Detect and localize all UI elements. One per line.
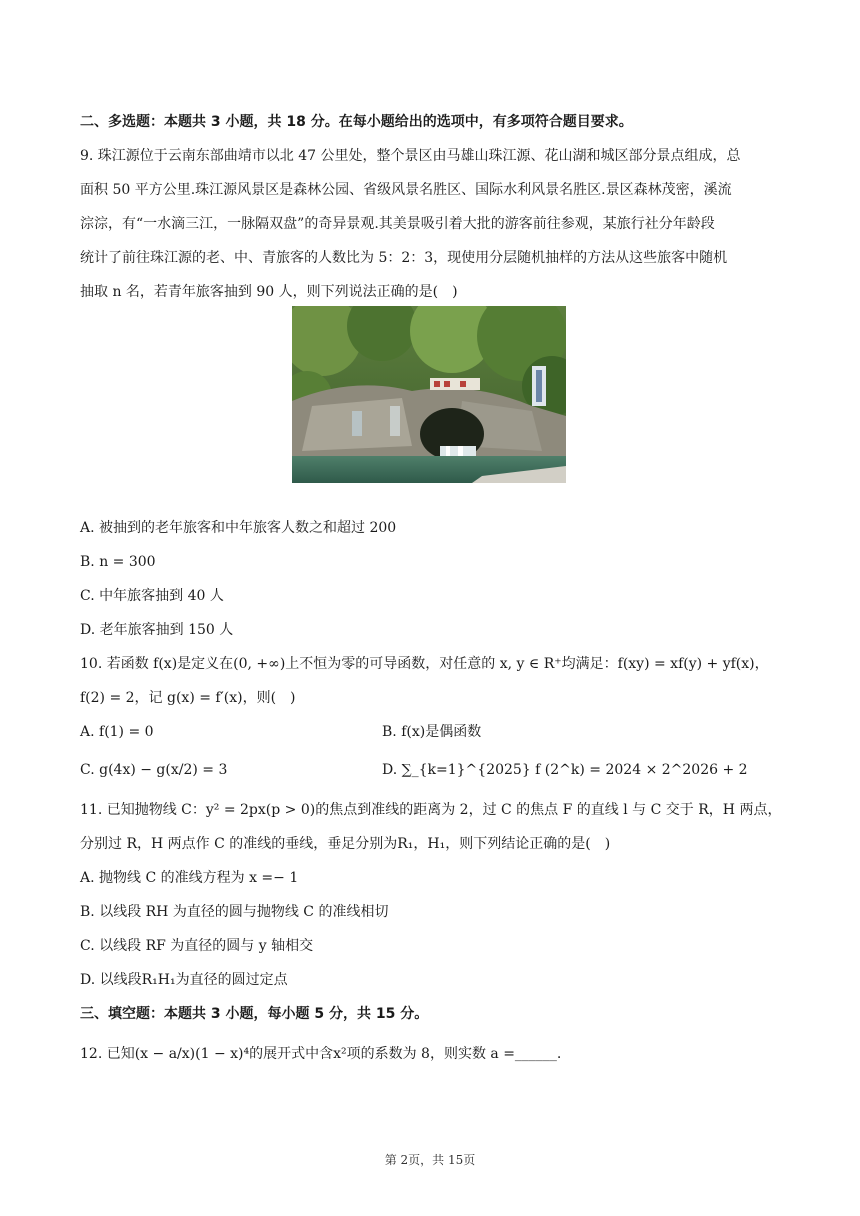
- q11-option-d: D. 以线段R₁H₁为直径的圆过定点: [80, 972, 288, 988]
- q11-option-b: B. 以线段 RH 为直径的圆与抛物线 C 的准线相切: [80, 904, 389, 920]
- q9-line-2: 面积 50 平方公里.珠江源风景区是森林公园、省级风景名胜区、国际水利风景名胜区.景区森林茂密，溪流: [80, 182, 732, 198]
- q12-text: 12. 已知(x − a/x)(1 − x)⁴的展开式中含x²项的系数为 8，则实数 a =______.: [80, 1046, 562, 1062]
- q9-option-c: C. 中年旅客抽到 40 人: [80, 588, 224, 604]
- q10-option-c: C. g(4x) − g(x/2) = 3: [80, 762, 228, 778]
- q10-option-d: D. ∑_{k=1}^{2025} f (2^k) = 2024 × 2^2026 + 2: [382, 762, 748, 778]
- waterfall-cave-photo: [292, 306, 566, 483]
- q11-line-1: 11. 已知抛物线 C：y² = 2px(p > 0)的焦点到准线的距离为 2，过 C 的焦点 F 的直线 l 与 C 交于 R，H 两点，: [80, 802, 782, 818]
- q11-option-a: A. 抛物线 C 的准线方程为 x =− 1: [80, 870, 299, 886]
- q10-line-1: 10. 若函数 f(x)是定义在(0, +∞)上不恒为零的可导函数，对任意的 x, y ∈ R⁺均满足：f(xy) = xf(y) + yf(x)，: [80, 656, 769, 672]
- q10-option-a: A. f(1) = 0: [80, 724, 154, 740]
- q9-line-1: 9. 珠江源位于云南东部曲靖市以北 47 公里处，整个景区由马雄山珠江源、花山湖和城区部分景点组成，总: [80, 148, 741, 164]
- q9-line-3: 淙淙，有“一水滴三江，一脉隔双盘”的奇异景观.其美景吸引着大批的游客前往参观，某旅行社分年龄段: [80, 216, 715, 232]
- section2-heading: 二、多选题：本题共 3 小题，共 18 分。在每小题给出的选项中，有多项符合题目要求。: [80, 114, 633, 130]
- q9-line-5: 抽取 n 名，若青年旅客抽到 90 人，则下列说法正确的是( ): [80, 284, 458, 300]
- q9-line-4: 统计了前往珠江源的老、中、青旅客的人数比为 5：2：3，现使用分层随机抽样的方法从这些旅客中随机: [80, 250, 728, 266]
- q10-option-b: B. f(x)是偶函数: [382, 724, 482, 740]
- q9-option-b: B. n = 300: [80, 554, 156, 570]
- q11-line-2: 分别过 R，H 两点作 C 的准线的垂线，垂足分别为R₁，H₁，则下列结论正确的是( ): [80, 836, 611, 852]
- q11-option-c: C. 以线段 RF 为直径的圆与 y 轴相交: [80, 938, 314, 954]
- q9-option-d: D. 老年旅客抽到 150 人: [80, 622, 234, 638]
- section3-heading: 三、填空题：本题共 3 小题，每小题 5 分，共 15 分。: [80, 1006, 429, 1022]
- q10-line-2: f(2) = 2，记 g(x) = f′(x)，则( ): [80, 690, 296, 706]
- page-footer: 第 2页，共 15页: [384, 1153, 476, 1167]
- q9-option-a: A. 被抽到的老年旅客和中年旅客人数之和超过 200: [80, 520, 397, 536]
